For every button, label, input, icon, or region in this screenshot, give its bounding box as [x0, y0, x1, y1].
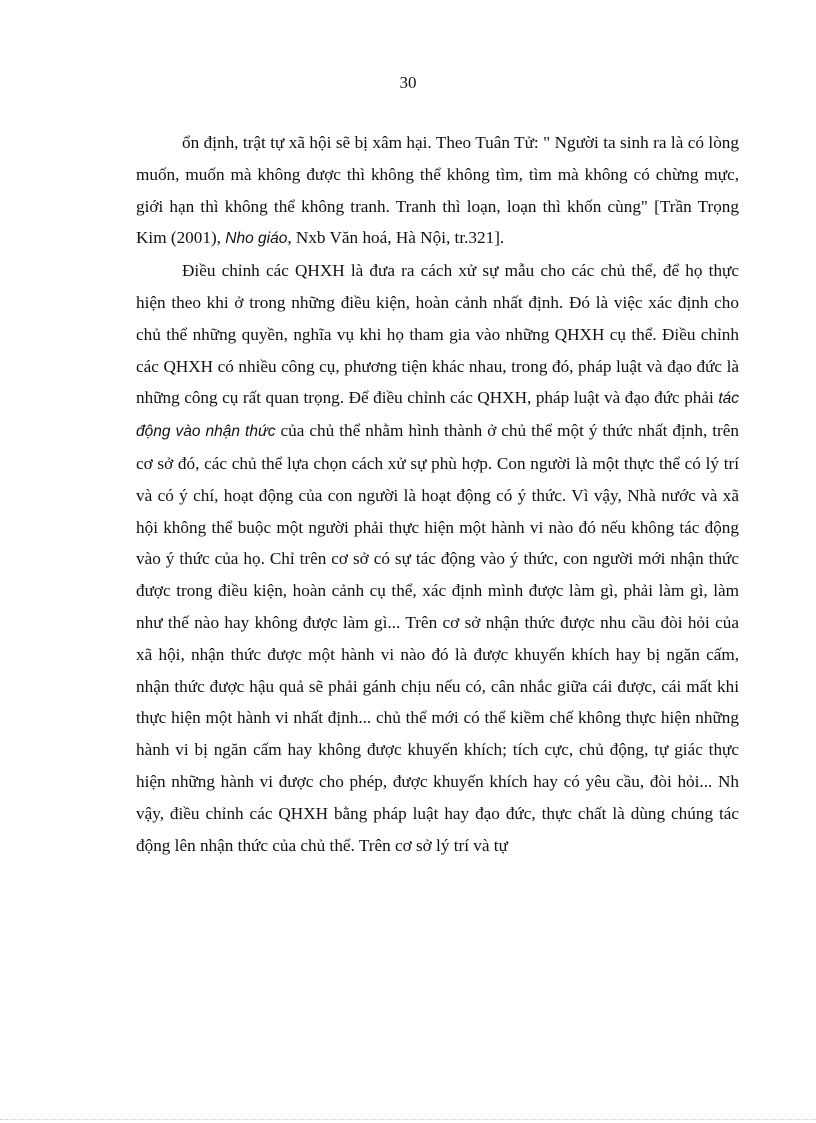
paragraph-2 — [136, 255, 739, 861]
page-number: 30 — [399, 73, 417, 92]
emphasis-italic: tác động vào nhận thức — [136, 390, 739, 441]
body-text — [136, 127, 739, 861]
paragraph-1 — [136, 127, 739, 255]
paragraph-1-text-end: , Nxb Văn hoá, Hà Nội, tr.321]. — [287, 228, 505, 248]
paragraph-2-text-middle: của chủ thể nhằm hình thành ở chủ thể một ý thức nhất định, trên cơ sở đó, các chủ thể lựa chọn cách xử sự phù hợp. Con người là một thực thể có lý trí và có ý chí, hoạt động của con người là hoạt động có ý thức. Vì vậy, Nhà nước và xã hội không thể buộc một người phải thực hiện một hành vi nào đó nếu không tác động vào ý thức của họ. Chỉ trên cơ sở có sự tác động vào ý thức, con người mới nhận thức được trong điều kiện, hoàn cảnh cụ thể, xác định mình được làm gì, phải làm gì, làm như thế nào hay không được làm gì... Trên cơ sở nhận thức được nhu cầu đòi hỏi của xã hội, nhận thức được một hành vi nào đó là được khuyến khích hay bị ngăn cấm, nhận thức được hậu quả sẽ phải gánh chịu nếu có, cân nhắc giữa cái được, cái mất khi thực hiện một hành vi nhất định... chủ thể mới có thể kiềm chế không thực hiện những hành vi bị ngăn cấm hay không được khuyến khích; tích cực, chủ động, tự giác thực hiện những hành vi được cho phép, được khuyến khích hay có yêu cầu, đòi hỏi... — [136, 421, 740, 791]
paragraph-2-text-start: Điều chỉnh các QHXH là đưa ra cách xử sự mẫu cho các chủ thể, để họ thực hiện theo khi ở trong những điều kiện, hoàn cảnh nhất định. Đó là việc xác định cho chủ thể những quyền, nghĩa vụ khi họ tham gia vào những QHXH cụ thể. Điều chỉnh các QHXH có nhiều công cụ, phương tiện khác nhau, trong đó, pháp luật và đạo đức là những công cụ rất quan trọng. Để điều chỉnh các QHXH, pháp luật và đạo đức phải — [136, 261, 739, 408]
truncated-word: Nh — [717, 771, 739, 791]
paragraph-1-text-start: ổn định, trật tự xã hội sẽ bị xâm hại. Theo Tuân Tử: " Người ta sinh ra là có lòng muốn, muốn mà không được thì không thể không tìm, tìm mà không có chừng mực, giới hạn thì không thể không tranh. Tranh thì loạn, loạn thì khốn cùng" [Trần Trọng Kim (2001), — [136, 133, 739, 248]
page-bottom-border — [0, 1119, 816, 1120]
book-title-italic: Nho giáo — [225, 230, 288, 248]
paragraph-2-text-end: vậy, điều chỉnh các QHXH bằng pháp luật hay đạo đức, thực chất là dùng chúng tác động lên nhận thức của chủ thể. Trên cơ sở lý trí và tự — [136, 803, 739, 855]
